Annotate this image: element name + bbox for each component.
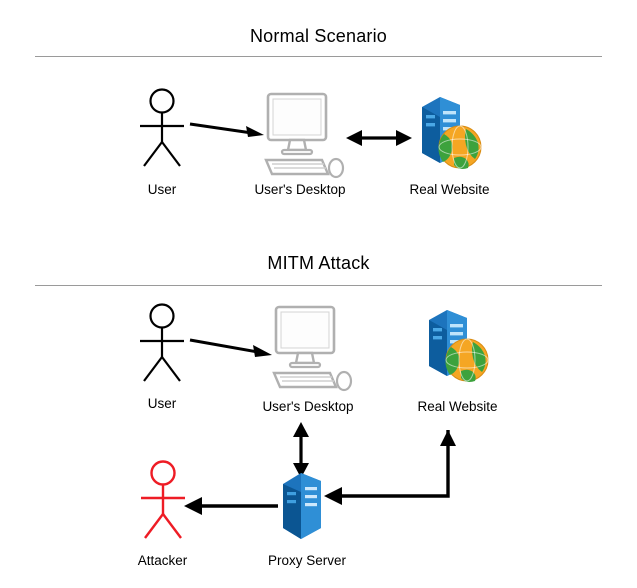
web-server-globe-icon (410, 95, 488, 175)
arrow-proxy-to-attacker-mitm (184, 495, 278, 517)
label-user-normal: User (147, 182, 177, 197)
arrow-website-to-proxy-mitm (322, 430, 462, 510)
stick-figure-icon (132, 88, 192, 168)
arrow-user-to-desktop-normal (190, 118, 268, 142)
web-server-globe-icon (417, 308, 495, 388)
label-website-mitm: Real Website (417, 399, 498, 414)
arrow-user-to-desktop-mitm (190, 335, 276, 361)
section-title-normal: Normal Scenario (249, 26, 388, 46)
arrow-desktop-to-website-normal (346, 127, 412, 149)
label-desktop-normal: User's Desktop (254, 182, 346, 197)
label-proxy: Proxy Server (267, 553, 347, 568)
proxy-server-icon (275, 470, 329, 542)
divider-top (35, 56, 602, 57)
label-user-mitm: User (147, 396, 177, 411)
divider-middle (35, 285, 602, 286)
label-desktop-mitm: User's Desktop (262, 399, 354, 414)
label-attacker: Attacker (137, 553, 188, 568)
desktop-computer-icon (262, 92, 346, 180)
desktop-computer-icon (270, 305, 354, 393)
section-title-mitm: MITM Attack (267, 253, 370, 273)
stick-figure-icon (132, 303, 192, 383)
label-website-normal: Real Website (409, 182, 490, 197)
